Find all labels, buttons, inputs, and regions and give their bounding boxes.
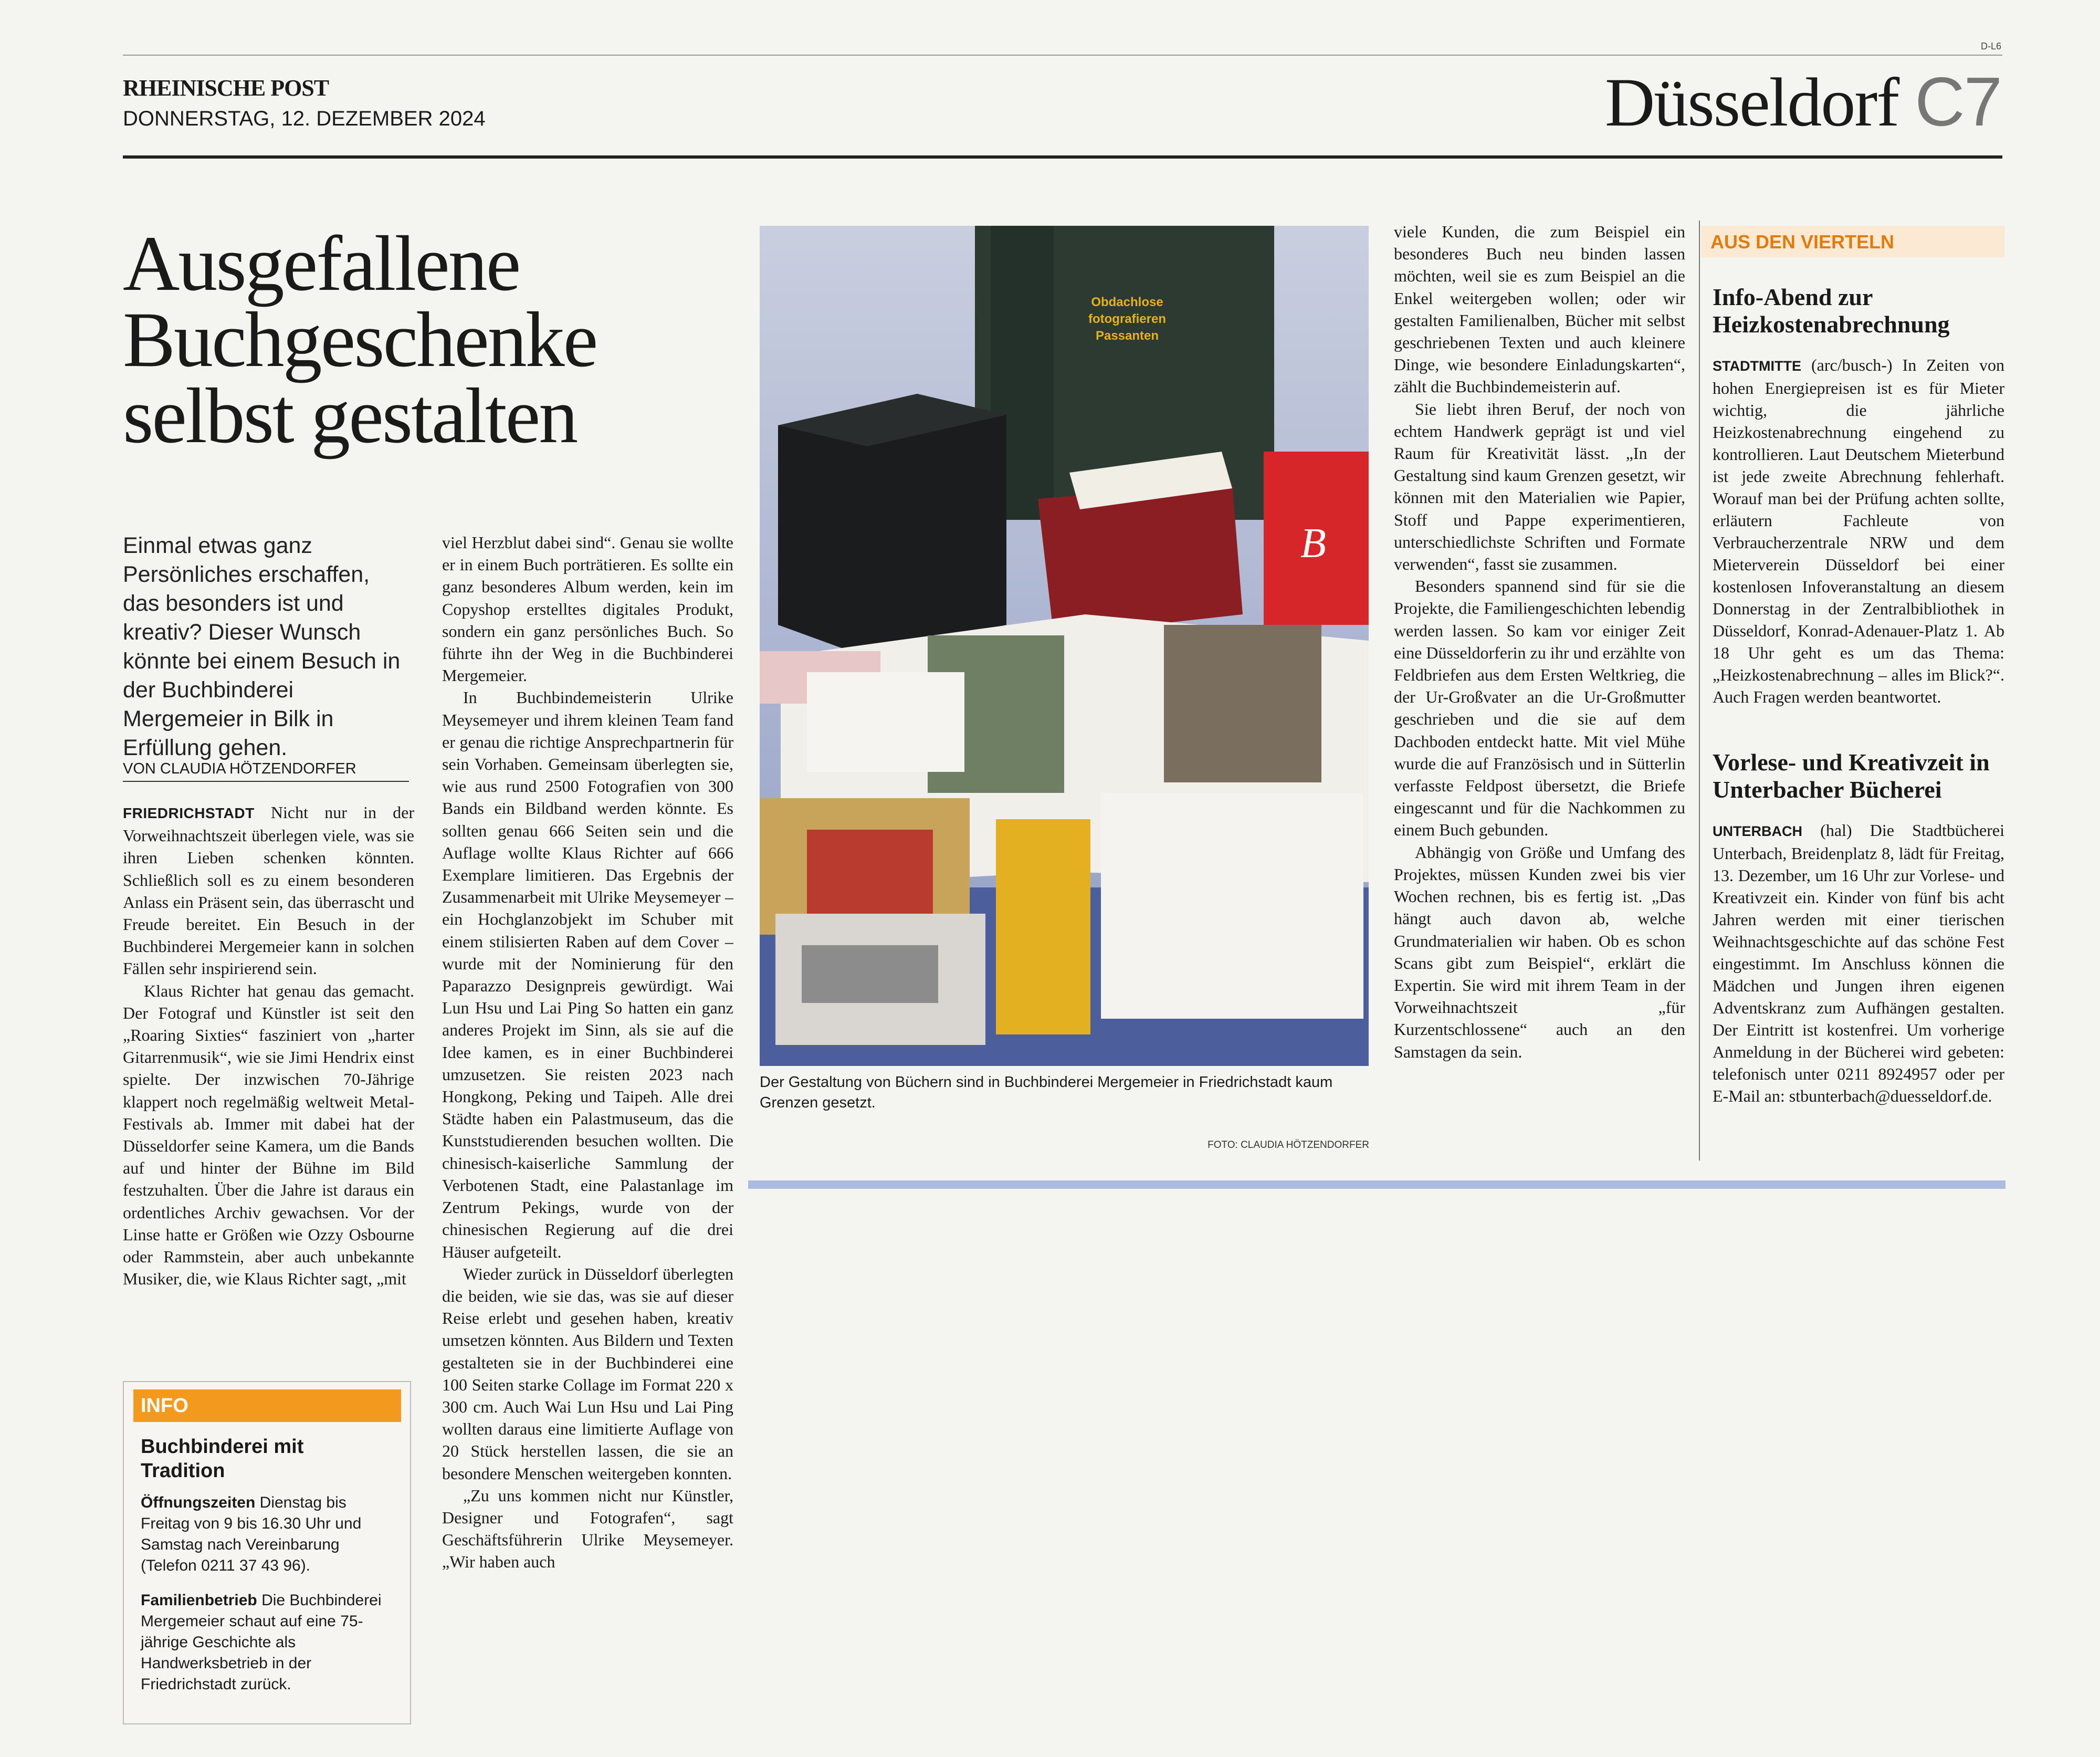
col2-paragraph-3: Wieder zurück in Düsseldorf überlegten die beiden, wie sie das, was sie auf dieser Reise erlebt und gesehen haben, kreativ umsetzen könnten. Aus Bildern und Texten gestalteten sie in der Buchbinderei eine 100 Seiten starke Collage im Format 220 x 300 cm. Auch Wai Lun Hsu und Lai Ping wollten daraus eine limitierte Auflage von 20 Stück herstellen lassen, die sie an besondere Menschen weitergeben konnten. [442, 1264, 733, 1483]
article-column-1 [123, 801, 414, 1347]
info-family-text: Die Buchbinderei Mergemeier schaut auf eine 75-jährige Geschichte als Handwerksbetrieb in der Friedrichstadt zurück. [141, 1592, 382, 1693]
info-hours [141, 1492, 393, 1576]
info-tag [133, 1389, 401, 1422]
col3-paragraph-4: Abhängig von Größe und Umfang des Projektes, müssen Kunden zwei bis vier Wochen rechnen, bis es fertig ist. „Das hängt auch davon ab, welche Grundmaterialien wir haben. Ob es schon Scans gibt zum Beispiel“, erklärt die Expertin. Sie wird mit ihrem Team in der Vorweihnachtszeit „für Kurzentschlossene“ auch an den Samstagen da sein. [1394, 842, 1685, 1061]
page-number: C7 [1915, 63, 2001, 140]
top-thin-rule [123, 55, 2002, 56]
photo-book-title: Obdachlose fotografieren Passanten [1088, 295, 1166, 343]
col3-paragraph-2: Sie liebt ihren Beruf, der noch von echtem Handwerk geprägt ist und viel Raum für Kreativität lässt. „In der Gestaltung sind kaum Grenzen gesetzt, wir können mit den Materialien wie Papier, Stoff und Pappe experimentieren, unterschiedlichste Schriften und Formate verwenden“, fasst sie zusammen. [1394, 399, 1685, 574]
page-id: D-L6 [1980, 41, 2001, 51]
info-title: Buchbinderei mit Tradition [141, 1436, 304, 1482]
sidebar-tag [1701, 226, 2004, 257]
sidebar-item2-body [1713, 819, 2004, 1160]
col2-paragraph-1: viel Herzblut dabei sind“. Genau sie wollte er in einem Buch porträtieren. Es sollte ein ganz besonderes Album werden, kein im Copyshop erstelltes digitales Produkt, sondern ein ganz persönliches Buch. So führte ihn der Weg in die Buchbinderei Mergemeier. [442, 533, 733, 685]
lead-paragraph: Einmal etwas ganz Persönliches erschaffen, das besonders ist und kreativ? Dieser Wunsch könnte bei einem Besuch in der Buchbinderei Mergemeier in Bilk in Erfüllung gehen. [123, 533, 401, 760]
col3-paragraph-1: viele Kunden, die zum Beispiel ein besonderes Buch neu binden lassen möchten, weil sie es zum Beispiel an die Enkel weitergeben wollen; oder wir gestalten Familienalben, Bücher mit selbst geschriebenen Texten und auch kleinere Dinge, wie besondere Einladungskarten“, zählt die Buchbindemeisterin auf. [1394, 222, 1685, 396]
sidebar-item2-title: Vorlese- und Kreativzeit in Unterbacher Bücherei [1713, 749, 1990, 803]
scan-edge-bar [748, 1180, 2006, 1189]
article-column-3 [1394, 221, 1685, 1160]
sidebar-item1-dateline: STADTMITTE [1713, 358, 1801, 374]
sidebar-divider [1699, 221, 1700, 1160]
masthead-rule [123, 155, 2002, 159]
photo-credit: FOTO: CLAUDIA HÖTZENDORFER [1208, 1139, 1369, 1151]
section-title: Düsseldorf [1605, 64, 1899, 141]
photo-illustration [760, 226, 1369, 1066]
col3-paragraph-3: Besonders spannend sind für sie die Projekte, die Familiengeschichten lebendig werden lassen. So kam vor einiger Zeit eine Düsseldorferin zu ihr und erzählte von Feldbriefen aus dem Ersten Weltkrieg, die der Ur-Großvater an die Ur-Großmutter geschrieben und die sie auf dem Dachboden entdeckt hatte. Mit viel Mühe wurde die auf Französisch und in Sütterlin verfasste Feldpost übersetzt, die Briefe eingescannt und für die Nachkommen zu einem Buch gebunden. [1394, 577, 1685, 840]
info-hours-label: Öffnungszeiten [141, 1494, 256, 1511]
headline: Ausgefallene Buchgeschenke selbst gestalten [123, 220, 597, 459]
col2-paragraph-2: In Buchbindemeisterin Ulrike Meysemeyer und ihrem kleinen Team fand er genau die richtige Ansprechpartnerin für sein Vorhaben. Gemeinsam überlegten sie, wie aus rund 2500 Fotografien von 300 Bands ein Bildband werden könnte. Es sollten genau 666 Seiten sein und die Auflage wollte Klaus Richter auf 666 Exemplare limitieren. Das Ergebnis der Zusammenarbeit mit Ulrike Meysemeyer – ein Hochglanzobjekt im Schuber mit einem stilisierten Raben auf dem Cover – wurde mit der Nominierung für den Paparazzo Designpreis gewürdigt. Wai Lun Hsu und Lai Ping So hatten ein ganz anderes Projekt im Sinn, als sie auf die Idee kamen, es in einer Buchbinderei umzusetzen. Sie reisten 2023 nach Hongkong, Peking und Taipeh. Alle drei Städte haben ein Palastmuseum, das die Kunststudierenden besuchen wollten. Die chinesisch-kaiserliche Sammlung der Verbotenen Stadt, eine Palastanlage im Zentrum Pekings, wurde von der chinesischen Regierung auf die drei Häuser aufgeteilt. [442, 688, 733, 1261]
info-family-label: Familienbetrieb [141, 1592, 257, 1609]
sidebar-item1-title: Info-Abend zur Heizkostenabrechnung [1713, 284, 1950, 338]
col2-paragraph-4: „Zu uns kommen nicht nur Künstler, Designer und Fotografen“, sagt Geschäftsführerin Ulrike Meysemeyer. „Wir haben auch [442, 1486, 733, 1572]
col1-paragraph-2: Klaus Richter hat genau das gemacht. Der Fotograf und Künstler ist seit den „Roaring Sixties“ fasziniert von „harter Gitarrenmusik“, wie sie Jimi Hendrix einst spielte. Der inzwischen 70-Jährige klappert noch regelmäßig weltweit Metal-Festivals ab. Immer mit dabei hat der Düsseldorfer seine Kamera, um die Bands auf und hinter der Bühne im Bild festzuhalten. Über die Jahre ist daraus ein ordentliches Archiv gewachsen. Vor der Linse hatte er Größen wie Ozzy Osbourne oder Rammstein, aber auch unbekannte Musiker, die, wie Klaus Richter sagt, „mit [123, 981, 414, 1289]
info-box [123, 1381, 411, 1724]
sidebar-tag-label: AUS DEN VIERTELN [1710, 231, 1895, 253]
photo-card-letter: B [1300, 520, 1326, 567]
photo-caption: Der Gestaltung von Büchern sind in Buchbinderei Mergemeier in Friedrichstadt kaum Grenzen gesetzt. [760, 1074, 1333, 1111]
section-header [1605, 62, 2001, 142]
issue-date: DONNERSTAG, 12. DEZEMBER 2024 [123, 107, 486, 130]
article-column-2 [442, 531, 733, 1734]
sidebar-item2-text: (hal) Die Stadtbücherei Unterbach, Breidenplatz 8, lädt für Freitag, 13. Dezember, um 16 Uhr zur Vorlese- und Kreativzeit ein. Kinder von fünf bis acht Jahren werden mit einer tierischen Weihnachtsgeschichte auf das schöne Fest eingestimmt. Im Anschluss können die Mädchen und Jungen ihren eigenen Adventskranz zum Aufhängen gestalten. Der Eintritt ist kostenfrei. Um vorherige Anmeldung in der Bücherei wird gebeten: telefonisch unter 0211 8924957 oder per E-Mail an: stbunterbach@duesseldorf.de. [1713, 821, 2004, 1105]
sidebar-item2-dateline: UNTERBACH [1713, 823, 1802, 839]
article-photo [760, 226, 1369, 1066]
info-hours-text: Dienstag bis Freitag von 9 bis 16.30 Uhr und Samstag nach Vereinbarung (Telefon 0211 37 43 96). [141, 1494, 362, 1574]
byline: VON CLAUDIA HÖTZENDORFER [123, 760, 409, 782]
info-tag-label: INFO [141, 1395, 188, 1417]
sidebar-item1-body [1713, 354, 2004, 742]
sidebar-item1-text: (arc/busch-) In Zeiten von hohen Energiepreisen ist es für Mieter wichtig, die jährliche Heizkostenabrechnung eingehend zu kontrollieren. Laut Deutschem Mieterbund ist jede zweite Abrechnung fehlerhaft. Worauf man bei der Prüfung achten sollte, erläutern Fachleute von Verbraucherzentrale NRW und dem Mieterverein Düsseldorf bei einer kostenlosen Infoveranstaltung an diesem Donnerstag in der Zentralbibliothek in Düsseldorf, Konrad-Adenauer-Platz 1. Ab 18 Uhr geht es um das Thema: „Heizkostenabrechnung – alles im Blick?“. Auch Fragen werden beantwortet. [1713, 355, 2004, 706]
paper-name: RHEINISCHE POST [123, 75, 329, 101]
info-family [141, 1590, 393, 1695]
dateline-friedrichstadt: FRIEDRICHSTADT [123, 805, 255, 821]
col1-paragraph-1: Nicht nur in der Vorweihnachtszeit überlegen viele, was sie ihren Lieben schenken könnten. Schließlich soll es zu einem besonderen Anlass ein Präsent sein, das überrascht und Freude bereitet. Ein Besuch in der Buchbinderei Mergemeier kann in solchen Fällen sehr inspirierend sein. [123, 803, 414, 978]
